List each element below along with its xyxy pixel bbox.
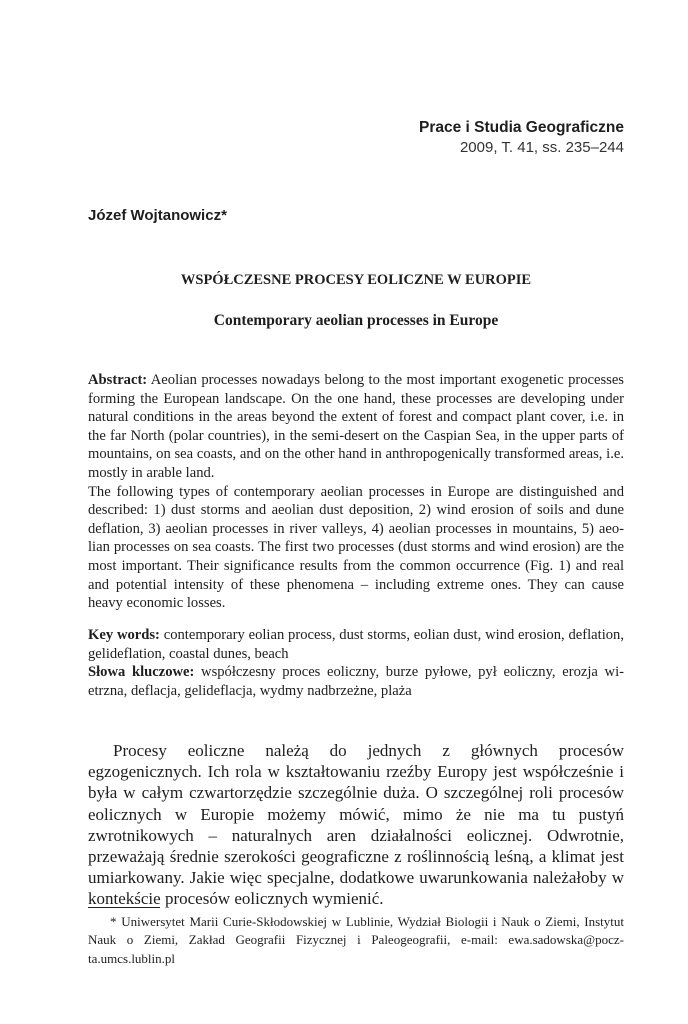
journal-name: Prace i Studia Geograficzne (418, 119, 624, 136)
abstract (88, 371, 624, 613)
footnote-divider (88, 907, 160, 908)
title-english: Contemporary aeolian processes in Europe (213, 312, 499, 329)
keywords-english (88, 626, 624, 663)
body-paragraph: Procesy eoliczne należą do jednych z głównych procesów egzogenicznych. Ich rola w kształtowaniu rzeźby Europy jest współcześnie i była w całym czwartorzędzie szczególnie duża. O szczególnej roli procesów eolicznych w Europie możemy mówić, mimo że nie ma tu pustyń zwrotnikowych – naturalnych aren działalności eolicznej. Odwrotnie, przeważają średnie szerokości geograficzne z roślinnością leśną, a klimat jest umiarkowany. Jakie więc specjalne, dodatkowe uwarunkowania należałoby w kontekście procesów eolicznych wymienić. (88, 741, 624, 909)
author-name: Józef Wojtanowicz* (88, 207, 227, 224)
keywords-label-en: Key words: (88, 627, 160, 643)
abstract-label: Abstract: (88, 372, 148, 388)
footnote-text: * Uniwersytet Marii Curie-Skłodowskiej w Lublinie, Wydział Biologii i Nauk o Ziemi, Instytut Nauk o Ziemi, Zakład Geografii Fizycznej i Paleogeografii, e-mail: ewa.sadowska@poczta.umcs.lublin.pl (88, 914, 624, 966)
keywords-polish (88, 663, 624, 700)
footnote (88, 913, 624, 968)
title-polish: WSPÓŁCZESNE PROCESY EOLICZNE W EUROPIE (180, 272, 532, 288)
body-text (88, 740, 624, 910)
keywords-text-pl: współczesny proces eoliczny, burze pyłowe, pył eoliczny, erozja wietrzna, deflacja, gelideflacja, wydmy nadbrzeżne, plaża (88, 664, 625, 699)
keywords-text-en: contemporary eolian process, dust storms, eolian dust, wind erosion, deflation, gelideflation, coastal dunes, beach (88, 627, 625, 662)
keywords-label-pl: Słowa kluczowe: (88, 664, 195, 681)
journal-volume: 2009, T. 41, ss. 235–244 (459, 139, 624, 156)
journal-header (419, 117, 624, 158)
abstract-paragraph-2: The following types of contemporary aeolian processes in Europe are distinguished and described: 1) dust storms and aeolian dust deposition, 2) wind erosion of soils and dune deflation, 3) aeolian processes in river valleys, 4) aeolian processes in mountains, 5) aeolian processes on sea coasts. The first two processes (dust storms and wind erosion) are the most important. Their significance results from the common occurrence (Fig. 1) and real and potential intensity of these phenomena – including extreme ones. They can cause heavy economic losses. (88, 483, 624, 612)
abstract-text-1: Aeolian processes nowadays belong to the most important exogenetic processes forming the European landscape. On the one hand, these processes are developing under natural conditions in the areas beyond the extent of forest and compact plant cover, i.e. in the far North (polar countries), in the semi-desert on the Caspian Sea, in the upper parts of mountains, on sea coasts, and on the other hand in anthropogenically transformed areas, i.e. mostly in arable land. (88, 372, 624, 481)
keywords (88, 626, 624, 700)
abstract-paragraph-1 (88, 371, 624, 483)
